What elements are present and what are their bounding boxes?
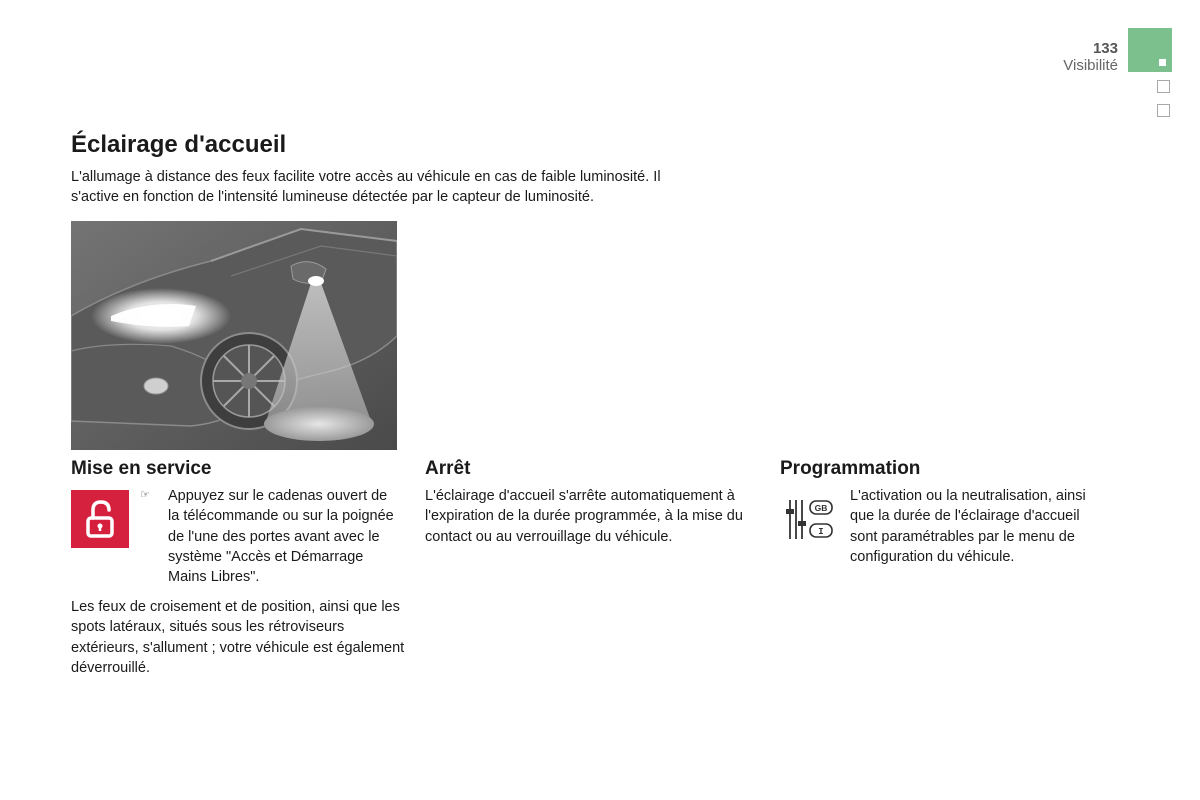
- settings-icon-label-i: I: [818, 527, 824, 537]
- arret-heading: Arrêt: [425, 458, 471, 479]
- programmation-heading: Programmation: [780, 458, 921, 479]
- section-label: Visibilité: [1063, 57, 1118, 74]
- page-title: Éclairage d'accueil: [71, 131, 287, 158]
- chapter-tab: [1157, 104, 1170, 117]
- chapter-tab-active: [1128, 28, 1172, 72]
- programmation-body: L'activation ou la neutralisation, ainsi que la durée de l'éclairage d'accueil sont paramétrables par le menu de configuration du véhicule.: [850, 488, 1086, 565]
- settings-menu-icon: [784, 497, 836, 543]
- page-number: 133: [1092, 40, 1118, 57]
- chapter-tab: [1157, 80, 1170, 93]
- settings-icon-label-gb: GB: [814, 503, 828, 513]
- bullet-marker: ☞: [140, 489, 150, 501]
- mise-en-service-heading: Mise en service: [71, 458, 212, 479]
- car-welcome-light-illustration: [71, 221, 397, 450]
- mise-en-service-bullet: Appuyez sur le cadenas ouvert de la télécommande ou sur la poignée de l'une des portes avant avec le système "Accès et Démarrage Mains Libres".: [168, 488, 394, 586]
- intro-paragraph: L'allumage à distance des feux facilite votre accès au véhicule en cas de faible luminosité. Il s'active en fonction de l'intensité lumineuse détectée par le capteur de luminosité.: [71, 169, 661, 205]
- unlock-padlock-icon: [71, 490, 129, 548]
- mise-en-service-body: Les feux de croisement et de position, ainsi que les spots latéraux, situés sous les rétroviseurs extérieurs, s'allument ; votre véhicule est également déverrouillé.: [71, 599, 405, 676]
- arret-body: L'éclairage d'accueil s'arrête automatiquement à l'expiration de la durée programmée, à la mise du contact ou au verrouillage du véhicule.: [425, 488, 743, 545]
